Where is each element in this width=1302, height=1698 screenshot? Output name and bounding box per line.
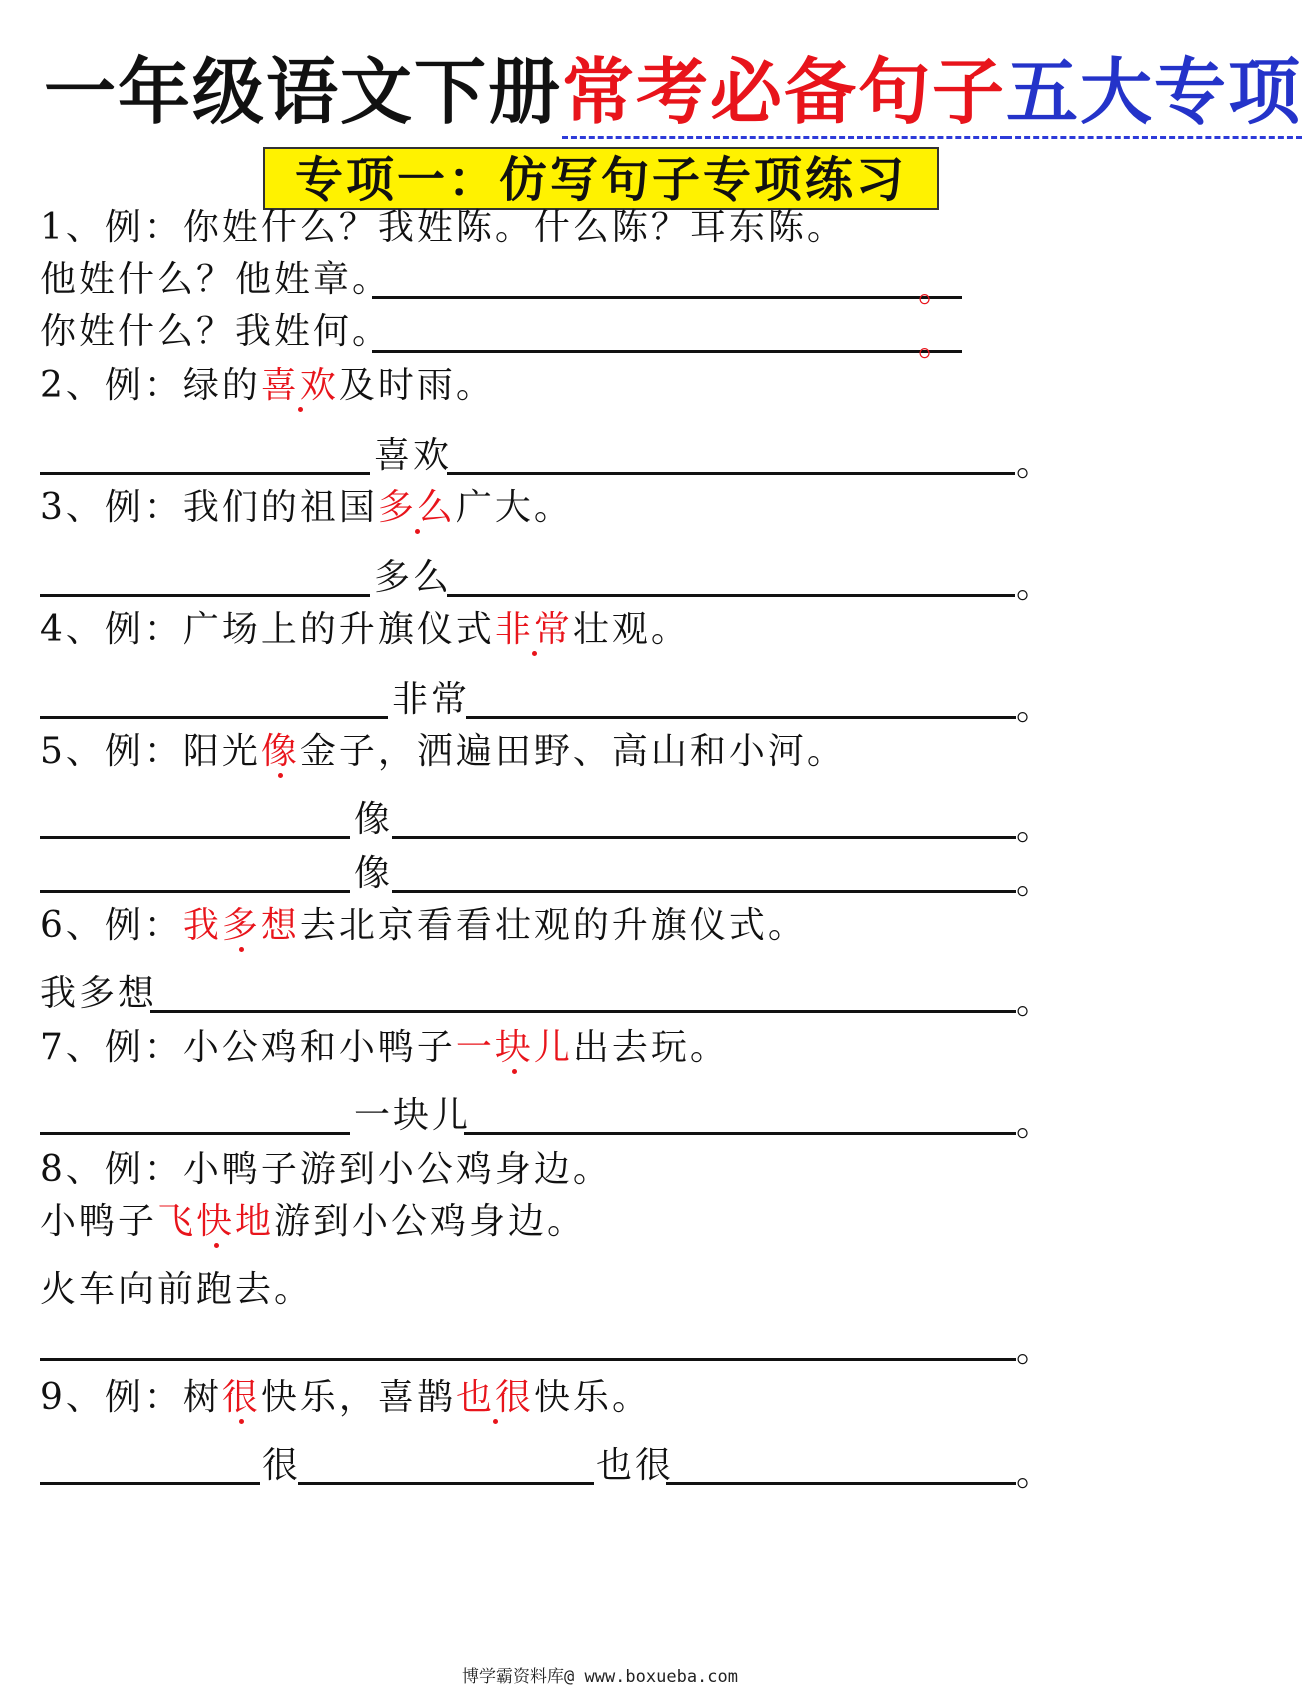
- title-part-1: 一年级语文下册: [44, 50, 563, 134]
- q1-line-b: 你姓什么？我姓何。: [40, 311, 392, 352]
- q3-blank-before[interactable]: [40, 594, 370, 597]
- q9-example: [40, 1376, 651, 1420]
- title-part-3: 五大专项: [1006, 50, 1302, 139]
- q6-blank-after[interactable]: [150, 1010, 1016, 1013]
- q9-fill-word-2: 也很: [596, 1445, 675, 1486]
- q2-example: [40, 364, 495, 408]
- q5-fill-word-1: 像: [354, 799, 394, 840]
- q8-expanded-suffix: 游到小公鸡身边。: [274, 1201, 587, 1242]
- title-part-2: 常考必备句子: [562, 50, 1006, 139]
- q4-suffix: 壮观。: [572, 609, 690, 650]
- q4-period: 。: [1016, 687, 1053, 728]
- q7-example: [40, 1026, 729, 1070]
- q7-period: 。: [1016, 1103, 1053, 1144]
- q3-key: 多么: [377, 487, 456, 528]
- q9-key-1: 很: [221, 1377, 261, 1418]
- q3-period: 。: [1016, 565, 1053, 606]
- q5-suffix: 金子，洒遍田野、高山和小河。: [299, 731, 846, 772]
- q6-period: 。: [1016, 981, 1053, 1022]
- q2-suffix: 及时雨。: [338, 365, 495, 406]
- q9-key-2: 也很: [455, 1377, 534, 1418]
- q6-fill-word: 我多想: [40, 973, 158, 1014]
- q2-key: 喜欢: [260, 365, 339, 406]
- q4-key: 非常: [494, 609, 573, 650]
- q8-expanded-key: 飞快地: [157, 1201, 275, 1242]
- q9-period: 。: [1016, 1453, 1053, 1494]
- q6-example: [40, 904, 807, 948]
- q2-blank-before[interactable]: [40, 472, 370, 475]
- q4-prefix: 4、例：广场上的升旗仪式: [40, 609, 495, 650]
- q1-answer-line-b[interactable]: [372, 350, 962, 353]
- q6-prefix: 6、例：: [40, 905, 183, 946]
- q5-blank-after-1[interactable]: [392, 836, 1016, 839]
- q5-prefix: 5、例：阳光: [40, 731, 261, 772]
- q5-fill-word-2: 像: [354, 853, 394, 894]
- q9-blank-1[interactable]: [40, 1482, 260, 1485]
- q3-suffix: 广大。: [455, 487, 573, 528]
- q3-blank-after[interactable]: [447, 594, 1015, 597]
- q3-prefix: 3、例：我们的祖国: [40, 487, 378, 528]
- q5-period-2: 。: [1016, 861, 1053, 902]
- q8-example: 8、例：小鸭子游到小公鸡身边。: [40, 1149, 612, 1190]
- q8-expanded: [40, 1200, 586, 1244]
- q9-blank-2[interactable]: [298, 1482, 594, 1485]
- page-title: [44, 50, 1302, 134]
- q9-middle: 快乐，喜鹊: [260, 1377, 456, 1418]
- q9-blank-3[interactable]: [666, 1482, 1016, 1485]
- q4-blank-before[interactable]: [40, 716, 388, 719]
- q4-fill-word: 非常: [392, 679, 471, 720]
- q8-period: 。: [1016, 1329, 1053, 1370]
- q8-expanded-prefix: 小鸭子: [40, 1201, 158, 1242]
- q5-blank-before-1[interactable]: [40, 836, 350, 839]
- q1-line-a: 他姓什么？他姓章。: [40, 259, 392, 300]
- q5-blank-after-2[interactable]: [392, 890, 1016, 893]
- q5-blank-before-2[interactable]: [40, 890, 350, 893]
- q1-period-b: 。: [918, 323, 955, 364]
- q2-prefix: 2、例：绿的: [40, 365, 261, 406]
- q9-fill-word-1: 很: [262, 1445, 302, 1486]
- q2-period: 。: [1016, 443, 1053, 484]
- q8-answer-line[interactable]: [40, 1358, 1016, 1361]
- q9-prefix: 9、例：树: [40, 1377, 222, 1418]
- q7-prefix: 7、例：小公鸡和小鸭子: [40, 1027, 456, 1068]
- q7-blank-before[interactable]: [40, 1132, 350, 1135]
- q5-period-1: 。: [1016, 807, 1053, 848]
- q3-fill-word: 多么: [374, 557, 453, 598]
- q6-suffix: 去北京看看壮观的升旗仪式。: [299, 905, 807, 946]
- section-heading: 专项一：仿写句子专项练习: [263, 147, 939, 210]
- q7-fill-word: 一块儿: [354, 1095, 472, 1136]
- q5-example: [40, 730, 846, 774]
- q2-fill-word: 喜欢: [374, 435, 453, 476]
- q2-blank-after[interactable]: [447, 472, 1015, 475]
- q9-suffix: 快乐。: [533, 1377, 651, 1418]
- q3-example: [40, 486, 573, 530]
- q7-key: 一块儿: [455, 1027, 573, 1068]
- q8-task: 火车向前跑去。: [40, 1269, 314, 1310]
- q6-key: 我多想: [182, 905, 300, 946]
- q4-blank-after[interactable]: [466, 716, 1016, 719]
- q1-period-a: 。: [918, 269, 955, 310]
- footer-watermark: 博学霸资料库@ www.boxueba.com: [462, 1667, 738, 1687]
- q1-answer-line-a[interactable]: [372, 296, 962, 299]
- q7-suffix: 出去玩。: [572, 1027, 729, 1068]
- q4-example: [40, 608, 690, 652]
- q5-key: 像: [260, 731, 300, 772]
- q7-blank-after[interactable]: [464, 1132, 1016, 1135]
- q1-example: 1、例：你姓什么？我姓陈。什么陈？耳东陈。: [40, 207, 846, 248]
